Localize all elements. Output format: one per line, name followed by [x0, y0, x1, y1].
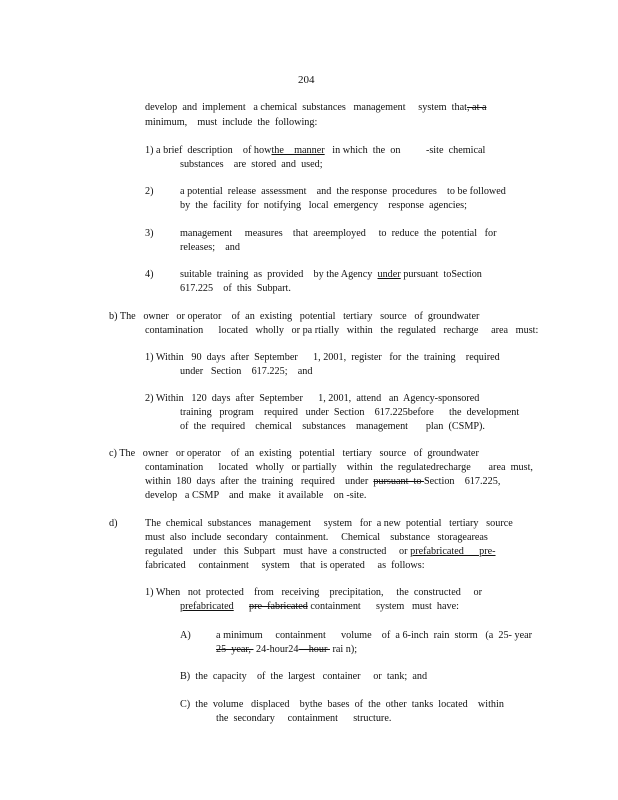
deleted-text: 25 year, — [216, 644, 254, 655]
item-a4-line-1 — [180, 269, 482, 281]
section-d-number: d) — [109, 518, 118, 529]
section-c-line-4: develop a CSMP and make it available on -site. — [145, 490, 367, 501]
item-d1-line-1: 1) When not protected from receiving precipitation, the constructed or — [145, 587, 483, 598]
item-b2-line-1: 2) Within 120 days after September 1, 2001, attend an Agency-sponsored — [145, 393, 480, 404]
inserted-text: prefabricated — [180, 601, 234, 612]
text-run: 1) a brief description of how — [145, 145, 272, 156]
item-a4-line-2: 617.225 of this Subpart. — [180, 283, 291, 294]
deleted-text: , at a — [466, 102, 487, 113]
item-b1-line-1: 1) Within 90 days after September 1, 2001, register for the training required — [145, 352, 500, 363]
deleted-text: pursuant to — [373, 476, 424, 487]
item-a4-number: 4) — [145, 269, 154, 280]
text-run: pursuant toSection — [400, 269, 482, 280]
inserted-text: under — [377, 269, 401, 280]
item-a2-line-2: by the facility for notifying local emergency response agencies; — [180, 200, 467, 211]
deleted-text: pre fabricated — [249, 601, 308, 612]
inserted-text: prefabricated pre- — [410, 546, 496, 557]
item-b2-line-3: of the required chemical substances management plan (CSMP). — [180, 421, 485, 432]
item-a3-number: 3) — [145, 228, 154, 239]
section-c-line-2: contamination located wholly or partially within the regulatedrecharge area must, — [145, 462, 533, 473]
intro-line-2: minimum, must include the following: — [145, 117, 318, 128]
item-d1C-line-1: C) the volume displaced bythe bases of the other tanks located within — [180, 699, 504, 710]
section-b-line-2: contamination located wholly or pa rtially within the regulated recharge area must: — [145, 325, 539, 336]
item-a1-line-1 — [145, 145, 485, 157]
item-a2-number: 2) — [145, 186, 154, 197]
text-run: rai n); — [329, 644, 358, 655]
section-c-line-1: c) The owner or operator of an existing potential tertiary source of groundwater — [109, 448, 479, 459]
item-d1-line-2 — [180, 601, 459, 613]
intro-text: develop and implement a chemical substances management system that — [145, 102, 467, 113]
text-run: within 180 days after the training required under — [145, 476, 374, 487]
deleted-text: hour — [298, 644, 330, 655]
section-d-line-4: fabricated containment system that is operated as follows: — [145, 560, 425, 571]
item-a1-line-2: substances are stored and used; — [180, 159, 323, 170]
text-run: suitable training as provided by the Agency — [180, 269, 378, 280]
item-a3-line-1: management measures that areemployed to reduce the potential for — [180, 228, 497, 239]
section-d-line-2: must also include secondary containment. Chemical substance storageareas — [145, 532, 488, 543]
item-d1A-line-2 — [216, 644, 357, 656]
item-a2-line-1: a potential release assessment and the response procedures to be followed — [180, 186, 506, 197]
page-number: 204 — [298, 74, 315, 86]
item-b2-line-2: training program required under Section 617.225before the development — [180, 407, 520, 418]
section-d-line-1: The chemical substances management system for a new potential tertiary source — [145, 518, 513, 529]
text-run: containment system must have: — [307, 601, 459, 612]
text-run: Section 617.225, — [423, 476, 501, 487]
inserted-text: the manner — [271, 145, 325, 156]
text-run: regulated under this Subpart must have a constructed or — [145, 546, 411, 557]
item-d1A-line-1: a minimum containment volume of a 6-inch rain storm (a 25- year — [216, 630, 533, 641]
section-c-line-3 — [145, 476, 500, 488]
item-a3-line-2: releases; and — [180, 242, 240, 253]
item-d1A-number: A) — [180, 630, 191, 641]
section-b-line-1: b) The owner or operator of an existing potential tertiary source of groundwater — [109, 311, 480, 322]
text-run: in which the on -site chemical — [324, 145, 486, 156]
intro-line-1 — [145, 102, 486, 114]
section-d-line-3 — [145, 546, 496, 558]
item-b1-line-2: under Section 617.225; and — [180, 366, 313, 377]
item-d1C-line-2: the secondary containment structure. — [216, 713, 392, 724]
item-d1B-line-1: B) the capacity of the largest container or tank; and — [180, 671, 428, 682]
text-run: 24-hour24 — [253, 644, 299, 655]
